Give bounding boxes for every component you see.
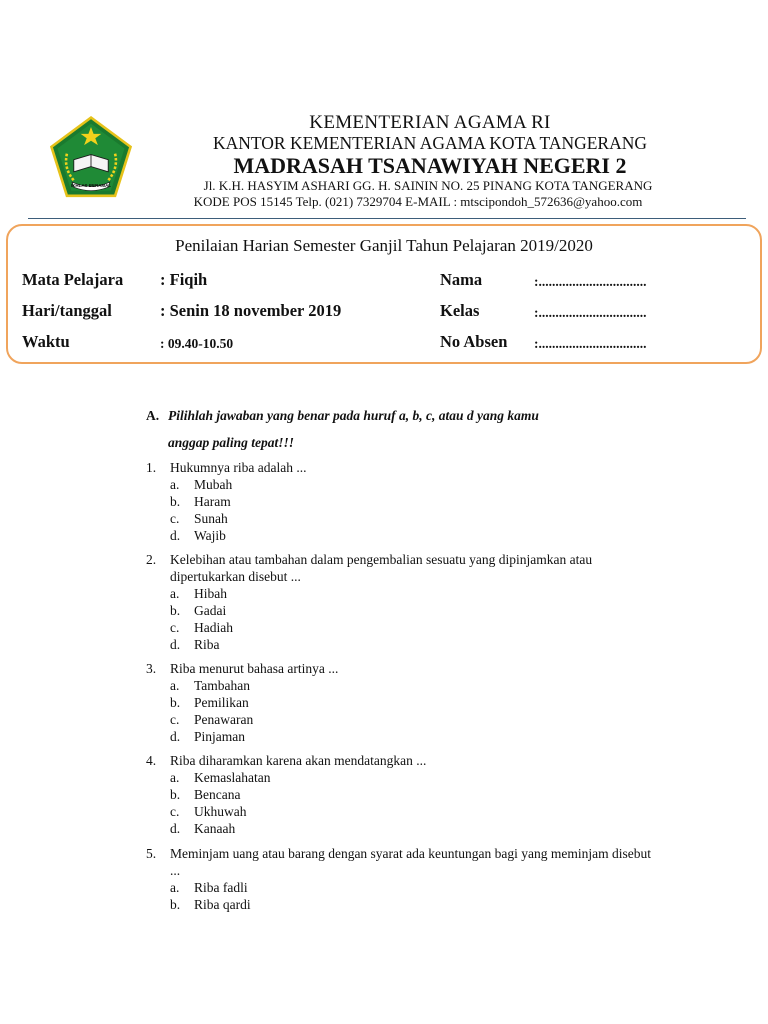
question-stem: Meminjam uang atau barang dengan syarat ada keuntungan bagi yang meminjam disebut ... [170,846,651,878]
option-letter: c. [170,511,180,526]
instruction-text-2: anggap paling tepat!!! [168,435,295,450]
option-a[interactable] [170,585,660,602]
option-letter: b. [170,897,181,912]
class-label: Kelas [440,301,480,320]
option-letter: b. [170,787,181,802]
logo-motto: IKHLAS BERAMAL [70,183,112,189]
question-4 [146,752,660,837]
exam-info-box [6,224,762,364]
option-text: Kanaah [194,821,236,836]
option-a[interactable] [170,769,660,786]
option-letter: b. [170,695,181,710]
option-c[interactable] [170,803,660,820]
option-c[interactable] [170,510,660,527]
option-letter: c. [170,620,180,635]
option-text: Wajib [194,528,226,543]
instruction-line-1 [146,408,539,424]
option-text: Bencana [194,787,241,802]
option-text: Tambahan [194,678,251,693]
option-letter: c. [170,804,180,819]
question-5 [146,845,660,913]
option-letter: b. [170,494,181,509]
option-letter: a. [170,586,180,601]
option-text: Hibah [194,586,227,601]
option-a[interactable] [170,677,660,694]
option-letter: d. [170,821,181,836]
option-letter: b. [170,603,181,618]
option-text: Riba fadli [194,880,248,895]
instruction-text-1: Pilihlah jawaban yang benar pada huruf a, b, c, atau d yang kamu [168,408,539,423]
question-stem: Hukumnya riba adalah ... [170,460,307,475]
office-name: KANTOR KEMENTERIAN AGAMA KOTA TANGERANG [212,133,648,153]
option-text: Penawaran [194,712,254,727]
header-divider [28,218,746,219]
option-text: Riba [194,637,220,652]
class-field[interactable]: :................................ [534,305,647,320]
option-text: Pemilikan [194,695,249,710]
option-text: Sunah [194,511,228,526]
absen-label: No Absen [440,332,508,351]
option-letter: d. [170,637,181,652]
option-text: Kemaslahatan [194,770,271,785]
option-text: Pinjaman [194,729,245,744]
time-label: Waktu [22,332,70,351]
option-letter: a. [170,880,180,895]
question-number: 5. [146,846,157,861]
option-text: Riba qardi [194,897,251,912]
date-value: : Senin 18 november 2019 [160,301,342,320]
option-d[interactable] [170,820,660,837]
option-letter: a. [170,477,180,492]
option-text: Gadai [194,603,227,618]
name-label: Nama [440,270,483,289]
option-a[interactable] [170,879,660,896]
ministry-name: KEMENTERIAN AGAMA RI [309,112,551,133]
question-number: 4. [146,753,157,768]
option-d[interactable] [170,636,660,653]
question-stem: Riba diharamkan karena akan mendatangkan ... [170,753,427,768]
option-letter: a. [170,770,180,785]
option-letter: d. [170,729,181,744]
ministry-logo-icon [48,115,134,201]
option-letter: c. [170,712,180,727]
option-b[interactable] [170,786,660,803]
option-a[interactable] [170,476,660,493]
option-d[interactable] [170,728,660,745]
option-d[interactable] [170,527,660,544]
school-name: MADRASAH TSANAWIYAH NEGERI 2 [233,153,627,178]
option-b[interactable] [170,602,660,619]
question-stem: Kelebihan atau tambahan dalam pengembalian sesuatu yang dipinjamkan atau dipertukarkan disebut ... [170,552,593,584]
absen-field[interactable]: :................................ [534,336,647,351]
subject-value: : Fiqih [160,270,208,289]
option-b[interactable] [170,896,660,913]
question-stem: Riba menurut bahasa artinya ... [170,661,339,676]
school-address: Jl. K.H. HASYIM ASHARI GG. H. SAININ NO. 25 PINANG KOTA TANGERANG [203,178,653,193]
exam-title: Penilaian Harian Semester Ganjil Tahun Pelajaran 2019/2020 [175,236,593,255]
option-text: Mubah [194,477,233,492]
option-text: Hadiah [194,620,233,635]
question-1 [146,459,660,544]
option-b[interactable] [170,694,660,711]
question-3 [146,660,660,745]
time-value: : 09.40-10.50 [160,336,234,351]
option-text: Haram [194,494,231,509]
question-number: 3. [146,661,157,676]
option-c[interactable] [170,619,660,636]
subject-label: Mata Pelajara [22,270,124,289]
name-field[interactable]: :................................ [534,274,647,289]
question-number: 1. [146,460,157,475]
section-label: A. [146,408,160,423]
question-2 [146,551,660,653]
school-contact: KODE POS 15145 Telp. (021) 7329704 E-MAIL : mtscipondoh_572636@yahoo.com [193,194,643,209]
option-text: Ukhuwah [194,804,247,819]
option-letter: d. [170,528,181,543]
option-c[interactable] [170,711,660,728]
date-label: Hari/tanggal [22,301,112,320]
option-letter: a. [170,678,180,693]
question-number: 2. [146,552,157,567]
option-b[interactable] [170,493,660,510]
